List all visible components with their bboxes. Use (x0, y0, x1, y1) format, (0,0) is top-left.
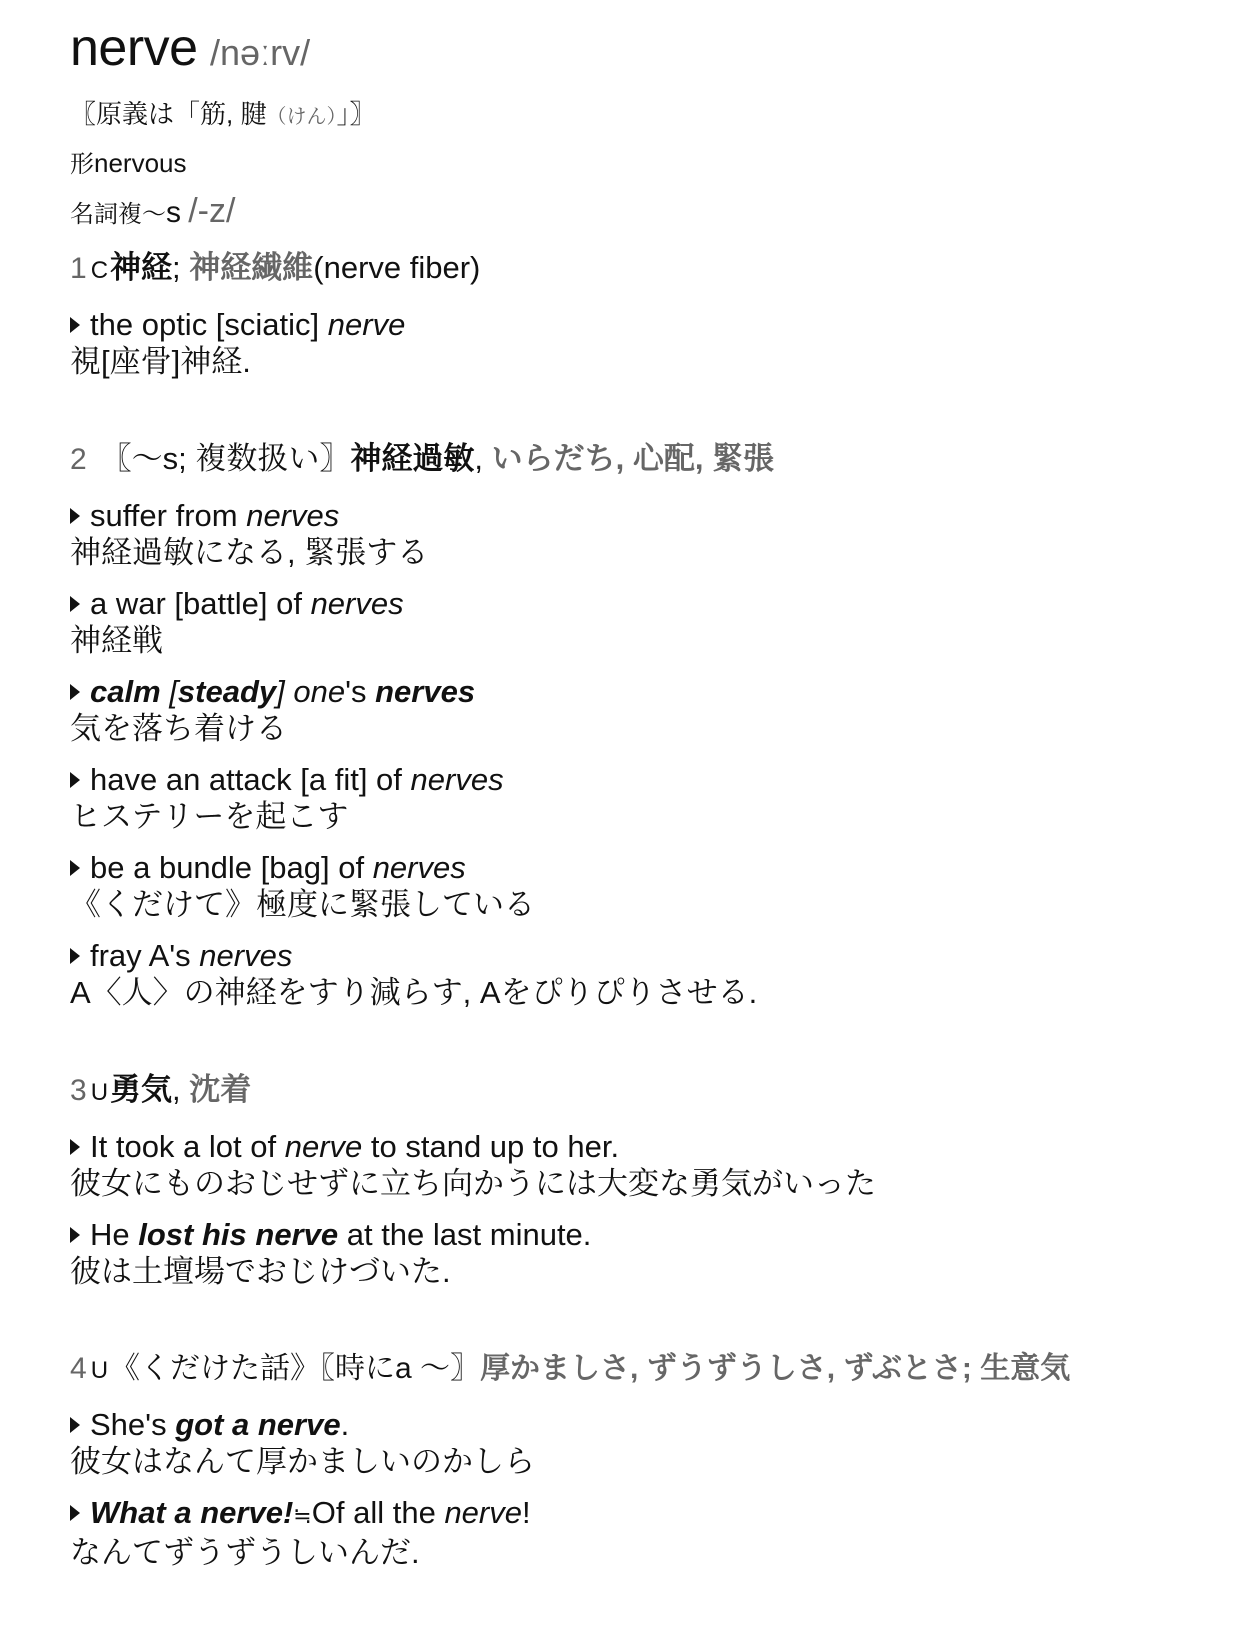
sense-number: 1 (70, 252, 87, 285)
part-of-speech (70, 192, 1250, 234)
sense-label: C (90, 257, 109, 284)
plural-pronunciation: /-z/ (188, 192, 236, 230)
example-en: calm [steady] one's nerves (70, 674, 1250, 710)
derived-word: nervous (94, 148, 187, 178)
sense-1 (70, 242, 1250, 381)
triangle-icon (70, 317, 80, 333)
derived-form (70, 144, 1250, 184)
definition-primary: 勇気 (110, 1072, 173, 1107)
triangle-icon (70, 596, 80, 612)
example (70, 762, 1250, 836)
approx-symbol: ≒ (293, 1503, 312, 1528)
example-ja: A〈人〉の神経をすり減らす, Aをぴりぴりさせる. (70, 975, 758, 1010)
sense-1-head: 1 C神経; 神経繊維(nerve fiber) (70, 250, 481, 285)
triangle-icon (70, 1139, 80, 1155)
triangle-icon (70, 860, 80, 876)
definition-primary: 神経 (110, 250, 173, 285)
example-ja: 彼女にものおじせずに立ち向かうには大変な勇気がいった (70, 1166, 876, 1201)
sense-2-head: 2 〖〜s; 複数扱い〗神経過敏, いらだち, 心配, 緊張 (70, 441, 775, 476)
dictionary-entry (70, 0, 1250, 1572)
example (70, 1129, 1250, 1203)
triangle-icon (70, 508, 80, 524)
triangle-icon (70, 948, 80, 964)
example-ja: 気を落ち着ける (70, 711, 287, 746)
example-en: have an attack [a fit] of nerves (70, 762, 1250, 798)
etymology: 〖原義は「筋, 腱（けん）」〗 (70, 99, 376, 129)
example-en: suffer from nerves (70, 498, 1250, 534)
example-en: What a nerve!≒Of all the nerve! (70, 1495, 1250, 1534)
sense-label: 〖〜s; 複数扱い〗 (100, 441, 351, 476)
example-en: It took a lot of nerve to stand up to her. (70, 1129, 1250, 1165)
example-en: He lost his nerve at the last minute. (70, 1217, 1250, 1253)
example (70, 586, 1250, 660)
example-en: fray A's nerves (70, 938, 1250, 974)
example-ja: 《くだけて》極度に緊張している (70, 887, 535, 922)
example-en: She's got a nerve. (70, 1407, 1250, 1443)
example (70, 1495, 1250, 1572)
example-ja: 視[座骨]神経. (70, 344, 251, 379)
sense-label: U (90, 1357, 109, 1384)
sense-4-head (70, 1343, 1250, 1387)
triangle-icon (70, 1417, 80, 1433)
furigana: （けん） (266, 106, 337, 128)
triangle-icon (70, 1505, 80, 1521)
sense-4 (70, 1343, 1250, 1572)
sense-3-head: 3 U勇気, 沈着 (70, 1072, 252, 1107)
example-ja: 彼は土壇場でおじけづいた. (70, 1254, 451, 1289)
triangle-icon (70, 1227, 80, 1243)
sense-3 (70, 1064, 1250, 1291)
pronunciation: /nəːrv/ (210, 32, 311, 73)
example (70, 938, 1250, 1012)
sense-number: 2 (70, 443, 87, 476)
pos-label: 名詞複〜 (70, 201, 166, 228)
definition-secondary: 神経繊維 (189, 250, 314, 285)
definition-secondary: 厚かましさ, ずうずうしさ, ずぶとさ; 生意気 (480, 1352, 1071, 1385)
example (70, 307, 1250, 381)
sense-number: 3 (70, 1074, 87, 1107)
definition-primary: 神経過敏 (350, 441, 475, 476)
example-ja: ヒステリーを起こす (70, 799, 349, 834)
example-ja: 神経戦 (70, 623, 163, 658)
example-ja: 彼女はなんて厚かましいのかしら (70, 1444, 535, 1479)
example-ja: 神経過敏になる, 緊張する (70, 535, 429, 570)
example-ja: なんてずうずうしいんだ. (70, 1535, 420, 1570)
triangle-icon (70, 772, 80, 788)
definition-note: (nerve fiber) (313, 250, 481, 285)
example-en: a war [battle] of nerves (70, 586, 1250, 622)
example-en: the optic [sciatic] nerve (70, 307, 1250, 343)
plural-suffix: s (166, 196, 181, 229)
definition-secondary: いらだち, 心配, 緊張 (491, 441, 775, 476)
example (70, 850, 1250, 924)
sense-label: U (90, 1079, 109, 1106)
headline (70, 18, 1250, 80)
example (70, 1217, 1250, 1291)
sense-number: 4 (70, 1352, 87, 1385)
example-en: be a bundle [bag] of nerves (70, 850, 1250, 886)
definition-secondary: 沈着 (189, 1072, 252, 1107)
example (70, 674, 1250, 748)
headword: nerve (70, 19, 198, 77)
sense-2 (70, 433, 1250, 1012)
triangle-icon (70, 684, 80, 700)
derived-label: 形 (70, 151, 94, 178)
example (70, 1407, 1250, 1481)
register-label: 《くだけた話》〖時にa 〜〗 (110, 1352, 481, 1385)
example (70, 498, 1250, 572)
